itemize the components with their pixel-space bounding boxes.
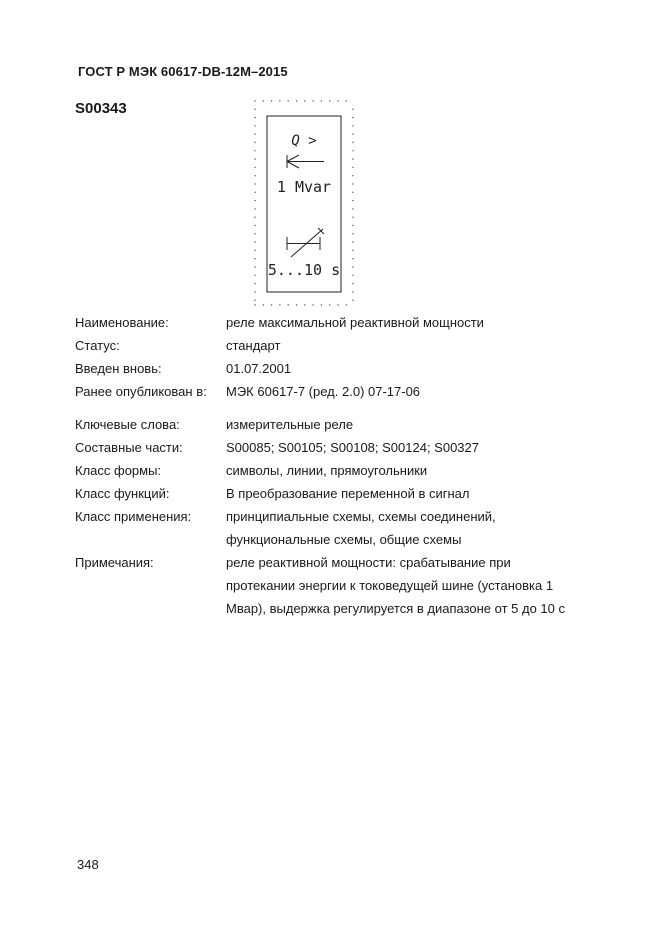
field-value: реле максимальной реактивной мощности [226, 315, 484, 330]
field-value-line: протекании энергии к токоведущей шине (установка 1 [226, 578, 554, 593]
field-value: символы, линии, прямоугольники [226, 463, 428, 478]
field-value: стандарт [226, 338, 281, 353]
field-value-line: принципиальные схемы, схемы соединений, [226, 509, 496, 524]
field-label: Введен вновь: [75, 361, 162, 376]
field-value-line: Мвар), выдержка регулируется в диапазоне от 5 до 10 с [226, 601, 566, 616]
field-label: Класс формы: [75, 463, 162, 478]
quantity-label: Q > [291, 133, 317, 149]
delay-label: 5...10 s [267, 261, 341, 279]
field-value: МЭК 60617-7 (ред. 2.0) 07-17-06 [226, 384, 421, 399]
document-header: ГОСТ Р МЭК 60617-DB-12M–2015 [78, 64, 288, 79]
field-value [226, 555, 565, 624]
field-label: Статус: [75, 338, 120, 353]
field-value-line: функциональные схемы, общие схемы [226, 532, 462, 547]
field-value: В преобразование переменной в сигнал [226, 486, 470, 501]
setting-label: 1 Mvar [276, 178, 332, 196]
field-label: Класс применения: [75, 509, 192, 524]
symbol-code: S00343 [75, 100, 127, 117]
page-number: 348 [77, 857, 99, 872]
field-label: Ранее опубликован в: [75, 384, 207, 399]
field-value: S00085; S00105; S00108; S00124; S00327 [226, 440, 479, 455]
reactive-power-relay-symbol-icon [254, 100, 354, 308]
field-value: измерительные реле [226, 417, 354, 432]
field-label: Наименование: [75, 315, 169, 330]
field-label: Ключевые слова: [75, 417, 180, 432]
field-value: 01.07.2001 [226, 361, 292, 376]
field-label: Класс функций: [75, 486, 170, 501]
direction-arrow-icon [287, 155, 324, 168]
adjustable-delay-icon [287, 228, 324, 257]
field-label: Примечания: [75, 555, 154, 570]
field-label: Составные части: [75, 440, 183, 455]
field-value-line: реле реактивной мощности: срабатывание при [226, 555, 511, 570]
field-value [226, 509, 496, 555]
